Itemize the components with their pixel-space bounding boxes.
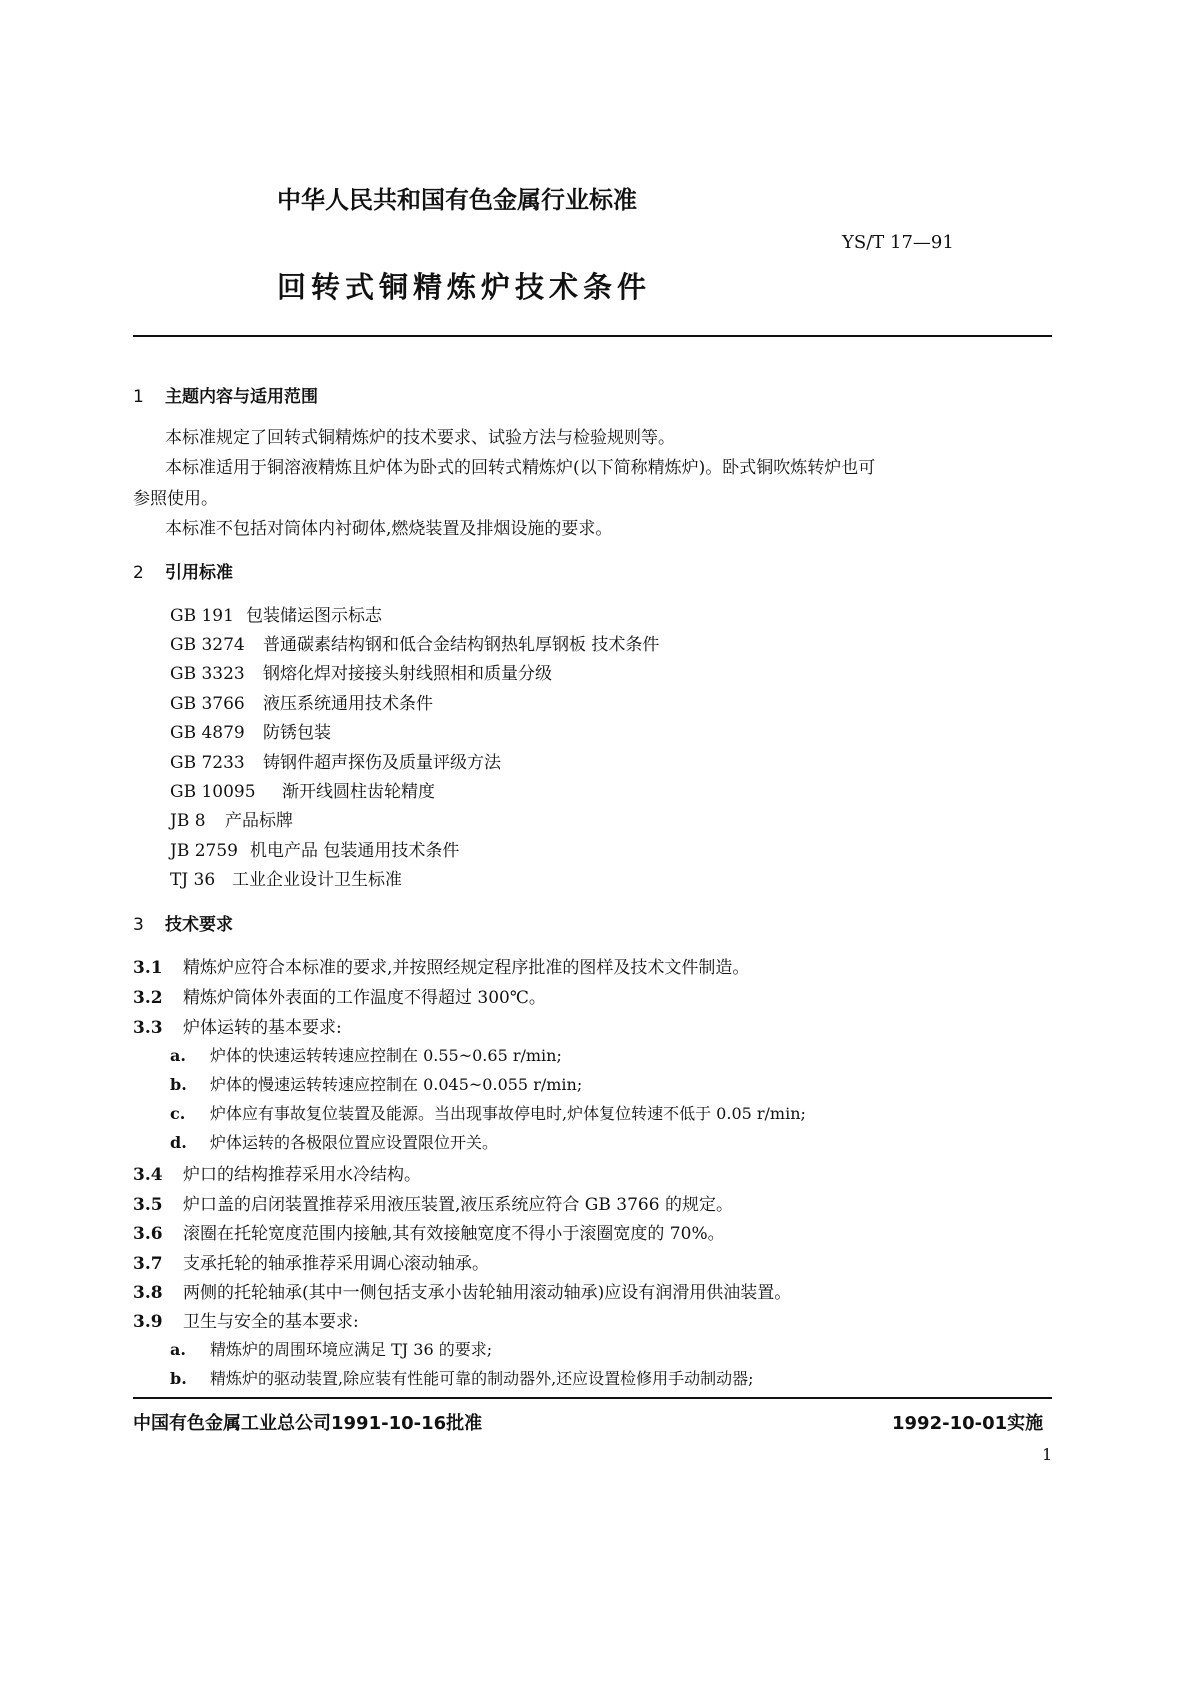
reference-code: JB 2759 [170, 841, 238, 861]
paragraph: 本标准适用于铜溶液精炼且炉体为卧式的回转式精炼炉(以下简称精炼炉)。卧式铜吹炼转炉也可 [165, 458, 876, 478]
issuing-body: 中华人民共和国有色金属行业标准 [277, 186, 637, 214]
clause-3-5 [133, 1190, 733, 1215]
reference-title: 防锈包装 [263, 723, 331, 743]
item-text: 炉体运转的各极限位置应设置限位开关。 [210, 1133, 499, 1152]
reference-code: TJ 36 [170, 870, 216, 890]
clause-text: 精炼炉筒体外表面的工作温度不得超过 300℃。 [183, 988, 546, 1008]
clause-3-6 [133, 1219, 725, 1244]
reference-code: GB 191 [170, 606, 234, 626]
approval-line: 中国有色金属工业总公司1991-10-16批准 [133, 1413, 483, 1434]
reference-item [170, 806, 293, 831]
reference-item [170, 865, 402, 890]
clause-text: 支承托轮的轴承推荐采用调心滚动轴承。 [183, 1254, 489, 1274]
clause-3-2 [133, 983, 546, 1008]
reference-code: GB 3274 [170, 635, 245, 655]
reference-item [170, 630, 659, 655]
reference-code: GB 4879 [170, 723, 245, 743]
footer-rule [133, 1397, 1052, 1399]
list-item [170, 1072, 582, 1095]
section-number: 3 [133, 915, 144, 935]
paragraph: 本标准规定了回转式铜精炼炉的技术要求、试验方法与检验规则等。 [165, 428, 675, 448]
header-rule [133, 335, 1052, 337]
reference-item [170, 748, 501, 773]
clause-3-9 [133, 1307, 359, 1332]
clause-number: 3.5 [133, 1195, 163, 1215]
reference-title: 工业企业设计卫生标准 [232, 870, 402, 890]
paragraph-continuation: 参照使用。 [133, 489, 218, 509]
clause-3-7 [133, 1249, 489, 1274]
section-number: 2 [133, 563, 144, 583]
item-text: 精炼炉的周围环境应满足 TJ 36 的要求; [210, 1340, 493, 1359]
reference-code: GB 3323 [170, 664, 245, 684]
clause-number: 3.4 [133, 1165, 163, 1185]
section-title: 主题内容与适用范围 [165, 387, 318, 407]
reference-title: 液压系统通用技术条件 [263, 694, 433, 714]
clause-number: 3.2 [133, 988, 163, 1008]
clause-number: 3.1 [133, 958, 163, 978]
reference-item [170, 777, 435, 802]
clause-number: 3.7 [133, 1254, 163, 1274]
reference-item [170, 718, 331, 743]
clause-text: 两侧的托轮轴承(其中一侧包括支承小齿轮轴用滚动轴承)应设有润滑用供油装置。 [183, 1283, 792, 1303]
item-text: 精炼炉的驱动装置,除应装有性能可靠的制动器外,还应设置检修用手动制动器; [210, 1369, 754, 1388]
clause-text: 炉体运转的基本要求: [183, 1018, 342, 1038]
clause-text: 卫生与安全的基本要求: [183, 1312, 359, 1332]
clause-3-4 [133, 1160, 421, 1185]
reference-title: 机电产品 包装通用技术条件 [250, 841, 460, 861]
clause-number: 3.3 [133, 1018, 163, 1038]
item-label: a. [170, 1340, 186, 1359]
list-item [170, 1337, 492, 1360]
reference-item [170, 689, 433, 714]
clause-text: 炉口的结构推荐采用水冷结构。 [183, 1165, 421, 1185]
clause-number: 3.6 [133, 1224, 163, 1244]
item-label: b. [170, 1369, 187, 1388]
paragraph: 本标准不包括对筒体内衬砌体,燃烧装置及排烟设施的要求。 [165, 519, 613, 539]
item-text: 炉体的快速运转转速应控制在 0.55~0.65 r/min; [210, 1046, 562, 1065]
list-item [170, 1043, 562, 1066]
section-1-heading [133, 382, 318, 407]
reference-title: 钢熔化焊对接接头射线照相和质量分级 [263, 664, 552, 684]
clause-3-8 [133, 1278, 791, 1303]
reference-code: JB 8 [170, 811, 206, 831]
document-title: 回转式铜精炼炉技术条件 [277, 270, 652, 304]
reference-title: 普通碳素结构钢和低合金结构钢热轧厚钢板 技术条件 [263, 635, 660, 655]
page-number: 1 [1042, 1445, 1053, 1464]
list-item [170, 1101, 806, 1124]
section-number: 1 [133, 387, 144, 407]
clause-3-1 [133, 953, 749, 978]
clause-text: 滚圈在托轮宽度范围内接触,其有效接触宽度不得小于滚圈宽度的 70%。 [183, 1224, 725, 1244]
reference-title: 包装储运图示标志 [246, 606, 382, 626]
clause-number: 3.9 [133, 1312, 163, 1332]
item-label: b. [170, 1075, 187, 1094]
item-label: c. [170, 1104, 186, 1123]
effective-date: 1992-10-01实施 [892, 1413, 1044, 1434]
clause-text: 精炼炉应符合本标准的要求,并按照经规定程序批准的图样及技术文件制造。 [183, 958, 750, 978]
standard-code: YS/T 17—91 [842, 232, 954, 253]
item-label: d. [170, 1133, 187, 1152]
clause-text: 炉口盖的启闭装置推荐采用液压装置,液压系统应符合 GB 3766 的规定。 [183, 1195, 733, 1215]
section-3-heading [133, 910, 233, 935]
reference-code: GB 10095 [170, 782, 256, 802]
item-text: 炉体应有事故复位装置及能源。当出现事故停电时,炉体复位转速不低于 0.05 r/min; [210, 1104, 806, 1123]
reference-title: 渐开线圆柱齿轮精度 [282, 782, 435, 802]
section-title: 技术要求 [165, 915, 233, 935]
reference-item [170, 601, 382, 626]
clause-number: 3.8 [133, 1283, 163, 1303]
reference-title: 产品标牌 [225, 811, 293, 831]
item-label: a. [170, 1046, 186, 1065]
reference-code: GB 3766 [170, 694, 245, 714]
reference-item [170, 659, 552, 684]
reference-item [170, 836, 459, 861]
item-text: 炉体的慢速运转转速应控制在 0.045~0.055 r/min; [210, 1075, 583, 1094]
section-2-heading [133, 558, 233, 583]
list-item [170, 1130, 498, 1153]
reference-title: 铸钢件超声探伤及质量评级方法 [263, 753, 501, 773]
reference-code: GB 7233 [170, 753, 245, 773]
list-item [170, 1366, 754, 1389]
section-title: 引用标准 [165, 563, 233, 583]
clause-3-3 [133, 1013, 342, 1038]
